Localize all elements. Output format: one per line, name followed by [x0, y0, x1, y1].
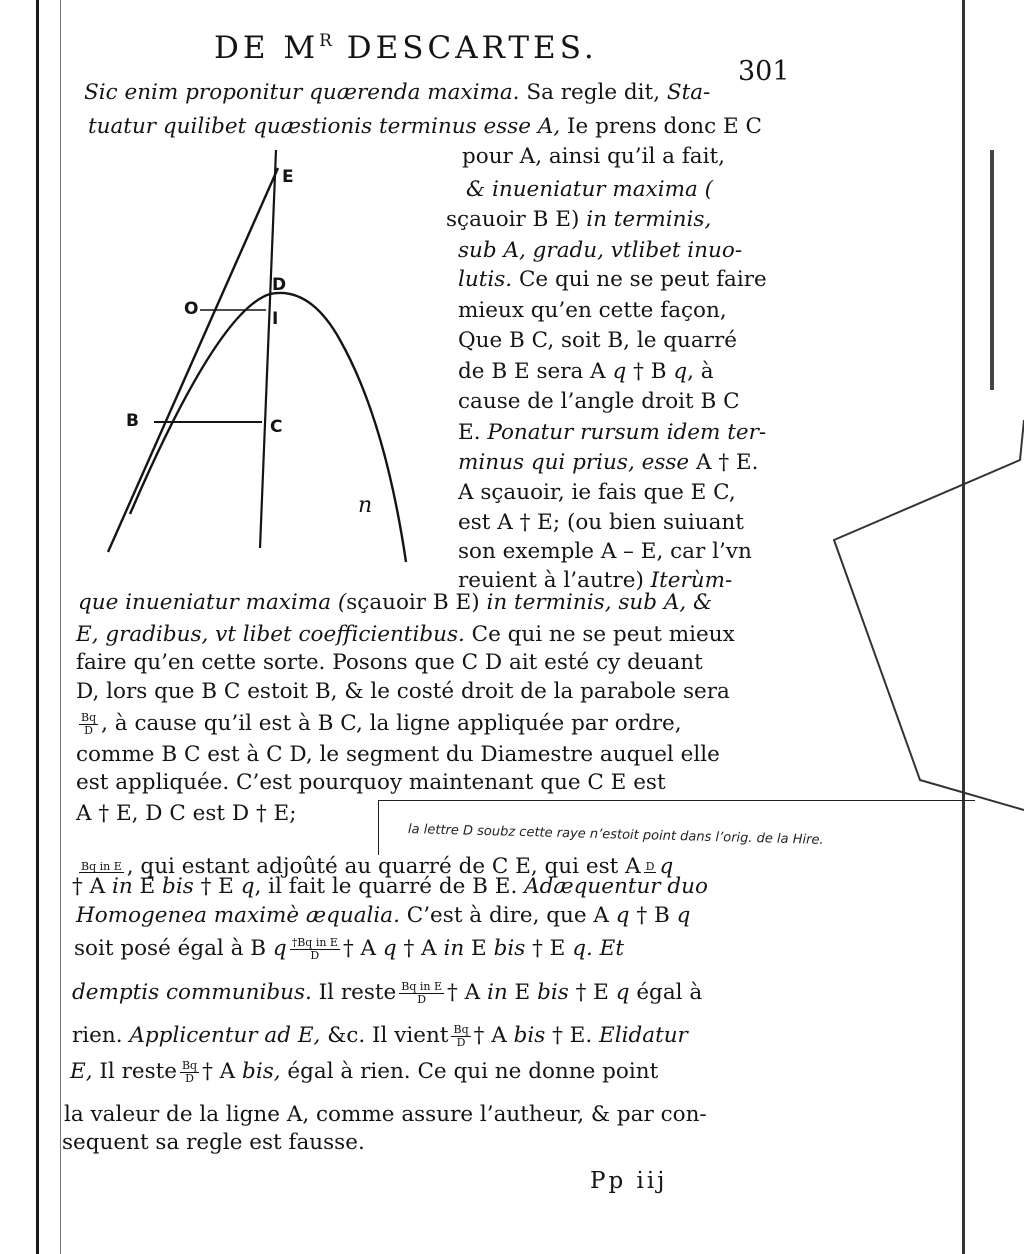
text-span: q — [266, 936, 287, 962]
text-span: E, gradibus, vt libet coefficientibus. — [76, 622, 465, 647]
text-span: Ponatur rursum idem ter- — [480, 420, 767, 445]
text-span: † A — [202, 1059, 236, 1085]
text-span: E — [464, 936, 487, 962]
text-span: bis — [530, 980, 569, 1006]
text-span: , à cause qu’il est à B C, la ligne appliquée par ordre, — [101, 711, 682, 737]
fraction-denominator: D — [310, 948, 320, 962]
fraction-numerator: Bq in E — [401, 980, 443, 993]
text-span: Ce qui ne se peut mieux — [464, 622, 735, 647]
header-sup: R — [319, 31, 333, 51]
text-span: in terminis, sub A, & — [479, 590, 713, 615]
text-span: E — [132, 874, 156, 899]
text-span: Il reste — [311, 980, 397, 1006]
text-span: est appliquée. C’est pourquoy maintenant que C E est — [76, 770, 666, 795]
text-line-f14 — [72, 1024, 688, 1048]
text-span: reuient à l’autre) — [458, 568, 644, 593]
text-span: bis — [506, 1023, 546, 1049]
text-span: Elidatur — [592, 1023, 688, 1049]
text-span: rien. — [72, 1023, 123, 1049]
text-span: tuatur quilibet quæstionis terminus esse A, — [88, 114, 561, 139]
line-e-to-axis-bottom — [260, 150, 279, 548]
text-span: Il reste — [92, 1059, 177, 1085]
text-span: Adæquentur duo — [517, 874, 708, 899]
text-line-f7 — [76, 772, 666, 794]
label-b: B — [126, 411, 139, 431]
fraction-denominator: D — [417, 992, 427, 1006]
text-line-r11 — [458, 452, 758, 474]
text-span: & — [466, 177, 486, 202]
text-span: sequent sa regle est fausse. — [62, 1130, 365, 1155]
text-span: q — [233, 874, 255, 899]
text-span: E — [507, 980, 531, 1006]
text-line-r1 — [462, 146, 725, 168]
folded-paper-corner — [830, 420, 1024, 840]
text-span: q — [666, 359, 688, 384]
text-line-r3 — [446, 209, 711, 231]
text-line-r12 — [458, 482, 736, 504]
fraction-numerator: D — [645, 859, 655, 873]
text-span: demptis communibus. — [72, 980, 312, 1006]
text-span: in — [105, 874, 133, 899]
left-page-edge — [36, 0, 39, 1254]
text-span: E. — [458, 420, 481, 445]
text-span: , il fait le quarré de B E. — [254, 874, 518, 899]
fraction-numerator: Bq in E — [81, 859, 122, 873]
text-span: Iterùm- — [643, 568, 733, 593]
text-span: in terminis, — [579, 207, 712, 232]
text-span: bis, — [235, 1059, 281, 1085]
text-line-r7 — [458, 330, 737, 352]
text-line-r2 — [466, 179, 713, 201]
fraction-numerator: Bq — [181, 1059, 198, 1072]
text-span: † E. — [545, 1023, 593, 1049]
text-span: soit posé égal à B — [74, 936, 267, 962]
fraction-denominator: D — [84, 723, 93, 737]
signature-mark: Pp iij — [590, 1168, 668, 1194]
text-span: Sa regle dit, — [519, 80, 661, 105]
text-line-f11 — [76, 905, 690, 927]
text-line-r5 — [458, 269, 767, 291]
fraction-denominator: D — [456, 1035, 466, 1049]
right-page-shadow — [990, 150, 994, 390]
text-span: comme B C est à C D, le segment du Diamestre auquel elle — [76, 742, 720, 767]
header-prefix: DE M — [214, 30, 320, 66]
text-line-2 — [88, 116, 762, 138]
text-span: † A — [447, 980, 481, 1006]
label-d: D — [272, 275, 287, 295]
text-span: Que B C, soit B, le quarré — [458, 328, 737, 353]
text-span: q — [669, 903, 691, 928]
text-span: Sic enim proponitur quærenda maxima. — [84, 80, 520, 105]
text-span: A sçauoir, ie fais que E C, — [458, 480, 736, 505]
label-c: C — [270, 417, 283, 437]
text-line-r14 — [458, 541, 752, 563]
fraction-numerator: Bq — [81, 711, 97, 724]
text-span: in — [480, 980, 508, 1006]
text-line-f2 — [76, 624, 735, 646]
text-span: minus qui prius, esse — [458, 450, 690, 475]
fraction-denominator: D — [185, 1071, 194, 1085]
text-span: sub A, gradu, vtlibet inuo- — [458, 238, 743, 263]
text-span: bis — [155, 874, 194, 899]
text-span: , qui estant adjoûté au quarré de C E, qui est A — [126, 854, 641, 879]
text-line-r15 — [458, 570, 732, 592]
text-line-f13 — [72, 981, 702, 1005]
text-span: A † E. — [689, 450, 759, 475]
text-span: mieux qu’en cette façon, — [458, 298, 727, 323]
text-span: faire qu’en cette sorte. Posons que C D ait esté cy deuant — [76, 650, 703, 675]
text-span: † A — [473, 1023, 507, 1049]
text-line-r4 — [458, 240, 742, 262]
text-span: de B E sera A — [458, 359, 606, 384]
text-line-r9 — [458, 391, 740, 413]
text-span: égal à rien. Ce qui ne donne point — [280, 1059, 659, 1085]
text-line-f8 — [76, 803, 297, 825]
text-line-f15 — [70, 1060, 658, 1084]
text-line-f12 — [74, 937, 624, 961]
text-line-f6 — [76, 744, 720, 766]
text-span: Ce qui ne se peut faire — [512, 267, 767, 292]
text-span: q — [608, 980, 630, 1006]
fraction-bq-in-e — [79, 861, 124, 874]
text-line-r6 — [458, 300, 727, 322]
page-number: 301 — [738, 56, 790, 87]
header-suffix: DESCARTES. — [332, 30, 598, 66]
text-span: sçauoir B E) — [346, 590, 480, 615]
text-line-f3 — [76, 652, 703, 674]
text-span: Ie prens donc E C — [560, 114, 762, 139]
text-span: Applicentur ad E, — [122, 1023, 321, 1049]
text-span: † E — [193, 874, 234, 899]
text-line-r8 — [458, 361, 714, 383]
label-i: I — [272, 309, 279, 329]
text-line-r13 — [458, 512, 744, 534]
text-span: bis — [486, 936, 526, 962]
text-line-f5 — [76, 712, 682, 736]
fraction-bq-over-d-3 — [180, 1060, 199, 1084]
fraction-numerator: Bq — [453, 1023, 469, 1036]
text-span: Sta- — [660, 80, 711, 105]
text-line-f16 — [64, 1104, 707, 1126]
text-span: , à — [687, 359, 714, 384]
text-span: † E — [525, 936, 566, 962]
text-line-1 — [84, 82, 710, 104]
fraction-numerator: †Bq in E — [291, 936, 338, 949]
text-span: q — [659, 854, 674, 879]
text-span: in — [436, 936, 465, 962]
text-span: † A — [396, 936, 437, 962]
text-span: † B — [629, 903, 670, 928]
text-span: q — [605, 359, 627, 384]
text-line-f10 — [72, 876, 708, 898]
text-span: † A — [342, 936, 377, 962]
text-span: C’est à dire, que A — [399, 903, 609, 928]
label-e: E — [282, 167, 294, 187]
fraction-bq-in-e-over-d — [399, 981, 444, 1005]
text-span: q — [608, 903, 630, 928]
text-span: &c. Il vient — [320, 1023, 449, 1049]
text-span: † E — [568, 980, 609, 1006]
text-span: D, lors que B C estoit B, & le costé droit de la parabole sera — [76, 679, 730, 704]
text-span: la valeur de la ligne A, comme assure l’autheur, & par con- — [64, 1102, 707, 1127]
text-line-f4 — [76, 681, 730, 703]
left-page-edge-inner — [60, 0, 61, 1254]
text-span: inueniatur maxima ( — [485, 177, 714, 202]
text-span: Et — [592, 936, 624, 962]
tangent-line — [108, 168, 278, 552]
running-header — [214, 30, 598, 66]
text-span: que inueniatur maxima ( — [78, 590, 347, 615]
text-span: son exemple A – E, car l’vn — [458, 539, 752, 564]
handwritten-annotation: la lettre D soubz cette raye n’estoit point dans l’orig. de la Hire. — [407, 822, 824, 848]
text-span: A † E, D C est D † E; — [76, 801, 297, 826]
text-span: † A — [72, 874, 106, 899]
text-span: q — [376, 936, 397, 962]
fraction-bq-over-d-2 — [451, 1024, 470, 1048]
text-span: † B — [626, 359, 667, 384]
text-span: lutis. — [458, 267, 513, 292]
fraction-d-over — [644, 861, 657, 874]
text-line-r10 — [458, 422, 766, 444]
text-span: q. — [565, 936, 593, 962]
text-line-f17 — [62, 1132, 365, 1154]
text-span: égal à — [629, 980, 703, 1006]
text-span: sçauoir B E) — [446, 207, 580, 232]
text-line-f1 — [78, 592, 712, 614]
label-o: O — [184, 299, 199, 319]
text-span: cause de l’angle droit B C — [458, 389, 740, 414]
fraction-bq-in-e-over-d-plus — [290, 937, 340, 961]
parabola-diagram — [100, 140, 440, 570]
text-span: E, — [70, 1059, 93, 1085]
fraction-bq-over-d — [79, 712, 98, 736]
text-span: pour A, ainsi qu’il a fait, — [462, 144, 725, 169]
text-span: Homogenea maximè æqualia. — [76, 903, 400, 928]
text-span: est A † E; (ou bien suiuant — [458, 510, 744, 535]
label-n: n — [358, 493, 373, 518]
